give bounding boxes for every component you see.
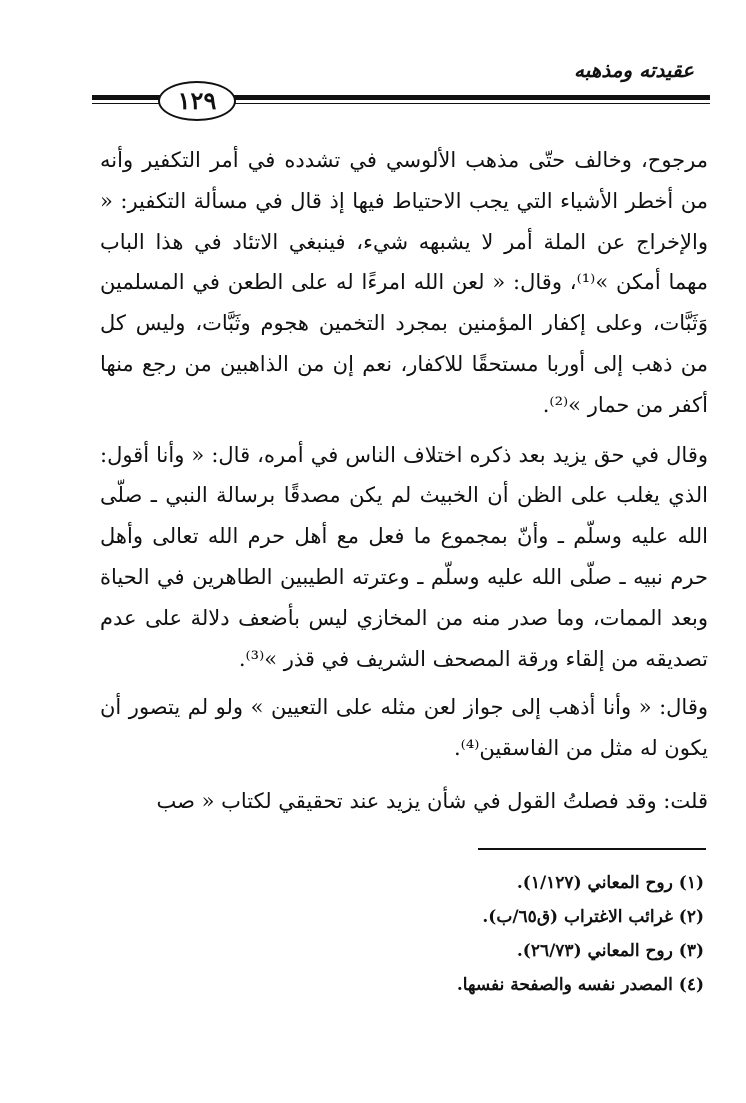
footnote-3: (٣) روح المعاني (٢٦/٧٣). [516,941,704,961]
paragraph-4: قلت: وقد فصلتُ القول في شأن يزيد عند تحقيقي لكتاب « صب [156,788,708,813]
page-number-badge: ١٢٩ [158,81,236,121]
running-header-title: عقيدته ومذهبه [573,58,694,82]
footnote-2: (٢) غرائب الاغتراب (ق٦٥/ب). [482,907,704,927]
footnotes [144,866,704,1002]
main-text [100,140,708,822]
footnote-1: (١) روح المعاني (١/١٢٧). [516,873,704,893]
paragraph-3: وقال: « وأنا أذهب إلى جواز لعن مثله على التعيين » ولو لم يتصور أن يكون له مثل من الفاسقين⁽⁴⁾. [100,695,708,761]
footnote-separator [478,848,706,850]
paragraph-1: مرجوح، وخالف حتّى مذهب الألوسي في تشدده في أمر التكفير وأنه من أخطر الأشياء التي يجب الاحتياط فيها إذ قال في مسألة التكفير: « والإخراج عن الملة أمر لا يشبهه شيء، فينبغي الاتئاد في هذا الباب مهما أمكن »⁽¹⁾، وقال: « لعن الله امرءًا له على الطعن في المسلمين وَثَبَّات، وعلى إكفار المؤمنين بمجرد التخمين هجوم وثَبَّات، وليس كل من ذهب إلى أوربا مستحقًا للاكفار، نعم إن من الذاهبين من رجع منها أكفر من حمار »⁽²⁾. [100,148,708,417]
footnote-4: (٤) المصدر نفسه والصفحة نفسها. [456,975,704,995]
paragraph-2: وقال في حق يزيد بعد ذكره اختلاف الناس في أمره، قال: « وأنا أقول: الذي يغلب على الظن أن الخبيث لم يكن مصدقًا برسالة النبي ـ صلّى الله عليه وسلّم ـ وأنّ بمجموع ما فعل مع أهل حرم الله تعالى وأهل حرم نبيه ـ صلّى الله عليه وسلّم ـ وعترته الطيبين الطاهرين في الحياة وبعد الممات، وما صدر منه من المخازي ليس بأضعف دلالة على عدم تصديقه من إلقاء ورقة المصحف الشريف في قذر »⁽³⁾. [100,442,708,671]
